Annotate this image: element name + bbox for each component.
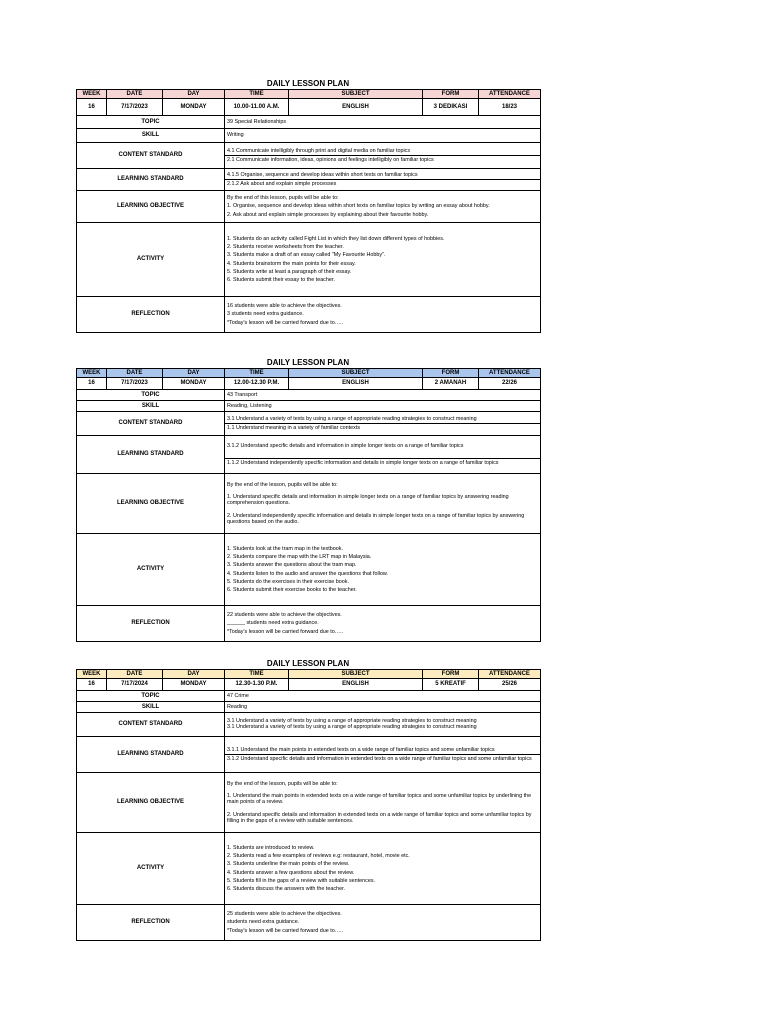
learning-standard-value: [225, 436, 541, 474]
text-line: 3. Students answer the questions about the tram map.: [227, 562, 357, 569]
learning-objective-value: [225, 474, 541, 534]
content-standard-value: [225, 143, 541, 169]
learning-standard-row: [77, 169, 541, 191]
learning-standard-label: LEARNING STANDARD: [77, 169, 225, 191]
learning-standard-label: LEARNING STANDARD: [77, 737, 225, 773]
subject-header: SUBJECT: [289, 90, 423, 99]
learning-objective-label: LEARNING OBJECTIVE: [77, 191, 225, 223]
text-line: 6. Students submit their essay to the teacher.: [227, 276, 335, 283]
date-header: DATE: [107, 369, 163, 378]
text-line: 1. Organise, sequence and develop ideas within short texts on familiar topics by writing an essay about hobby.: [227, 203, 490, 210]
date-header: DATE: [107, 90, 163, 99]
text-line: 3.1.2 Understand specific details and information in extended texts on a wide range of familiar topics and some unfamiliar topics: [227, 756, 532, 762]
text-line: 3.1 Understand a variety of texts by using a range of appropriate reading strategies to construct meaning: [227, 723, 477, 730]
reflection-row: [77, 905, 541, 941]
week-header: WEEK: [77, 369, 107, 378]
day-header: DAY: [163, 90, 225, 99]
topic-label: TOPIC: [77, 691, 225, 702]
content-standard-label: CONTENT STANDARD: [77, 713, 225, 737]
text-line: 2. Students receive worksheets from the teacher.: [227, 244, 344, 251]
plan-title: DAILY LESSON PLAN: [266, 79, 350, 88]
skill-value: Reading: [225, 702, 541, 713]
header-row: [77, 90, 541, 99]
header-row: [77, 369, 541, 378]
text-line: 1. Students are introduced to review.: [227, 844, 315, 851]
form-value: 3 DEDIKASI: [423, 99, 479, 116]
day-value: MONDAY: [163, 679, 225, 691]
date-value: 7/17/2023: [107, 378, 163, 390]
text-line: *Today's lesson will be carried forward due to…..: [227, 319, 344, 326]
time-value: 12.30-1.30 P.M.: [225, 679, 289, 691]
skill-value: Reading, Listening: [225, 401, 541, 412]
form-header: FORM: [423, 369, 479, 378]
topic-row: [77, 691, 541, 702]
content-standard-value: [225, 412, 541, 436]
text-line: By the end of this lesson, pupils will be able to:: [227, 195, 339, 202]
content-standard-row: [77, 713, 541, 737]
attendance-header: ATTENDANCE: [479, 90, 541, 99]
text-line: 3. Students make a draft of an essay called "My Favourite Hobby".: [227, 252, 386, 259]
text-line: 3.1.1 Understand the main points in extended texts on a wide range of familiar topics and some unfamiliar topics: [227, 746, 495, 753]
activity-value: [225, 833, 541, 905]
form-value: 2 AMANAH: [423, 378, 479, 390]
text-line: 5. Students fill in the gaps of a review with suitable sentences.: [227, 877, 376, 884]
date-header: DATE: [107, 670, 163, 679]
skill-row: [77, 702, 541, 713]
header-values-row: [77, 378, 541, 390]
text-line: 1. Understand specific details and information in simple longer texts on a range of familiar topics by answering reading comprehension questions.: [227, 494, 509, 507]
reflection-label: REFLECTION: [77, 297, 225, 333]
topic-label: TOPIC: [77, 390, 225, 401]
week-header: WEEK: [77, 90, 107, 99]
form-header: FORM: [423, 670, 479, 679]
time-header: TIME: [225, 90, 289, 99]
learning-standard-row: [77, 436, 541, 474]
text-line: 22 students were able to achieve the objectives.: [227, 612, 342, 619]
reflection-value: [225, 606, 541, 642]
text-line: 2.1.2 Ask about and explain simple processes: [227, 181, 337, 187]
activity-label: ACTIVITY: [77, 223, 225, 297]
time-header: TIME: [225, 670, 289, 679]
subject-value: ENGLISH: [289, 679, 423, 691]
reflection-row: [77, 297, 541, 333]
content-standard-row: [77, 412, 541, 436]
text-line: 4.1.5 Organise, sequence and develop ideas within short texts on familiar topics: [227, 171, 418, 178]
text-line: *Today's lesson will be carried forward due to…..: [227, 628, 344, 635]
text-line: 16 students were able to achieve the objectives.: [227, 303, 342, 310]
day-value: MONDAY: [163, 99, 225, 116]
content-standard-label: CONTENT STANDARD: [77, 143, 225, 169]
header-row: [77, 670, 541, 679]
text-line: 3.1 Understand a variety of texts by using a range of appropriate reading strategies to construct meaning: [227, 415, 477, 422]
learning-objective-label: LEARNING OBJECTIVE: [77, 474, 225, 534]
week-value: 16: [77, 99, 107, 116]
text-line: By the end of the lesson, pupils will be able to:: [227, 780, 338, 787]
text-line: 1.1.2 Understand independently specific information and details in simple longer texts on a range of familiar topics: [227, 460, 499, 466]
learning-standard-row: [77, 737, 541, 773]
topic-row: [77, 116, 541, 129]
reflection-label: REFLECTION: [77, 606, 225, 642]
reflection-value: [225, 905, 541, 941]
activity-value: [225, 534, 541, 606]
content-standard-value: [225, 713, 541, 737]
skill-value: Writing: [225, 129, 541, 143]
skill-label: SKILL: [77, 129, 225, 143]
day-value: MONDAY: [163, 378, 225, 390]
activity-label: ACTIVITY: [77, 534, 225, 606]
topic-value: 39 Special Relationships: [225, 116, 541, 129]
text-line: 25 students were able to achieve the objectives.: [227, 911, 342, 918]
text-line: 3 students need extra guidance.: [227, 311, 304, 318]
text-line: 4. Students listen to the audio and answer the questions that follow.: [227, 570, 388, 577]
learning-objective-value: [225, 191, 541, 223]
time-value: 10.00-11.00 A.M.: [225, 99, 289, 116]
subject-header: SUBJECT: [289, 369, 423, 378]
skill-row: [77, 401, 541, 412]
text-line: 2. Understand specific details and information in extended texts on a wide range of familiar topics and some unfamiliar topics by filling in the gaps of a review with suitable sentences.: [227, 811, 532, 824]
topic-label: TOPIC: [77, 116, 225, 129]
text-line: 5. Students do the exercises in their exercise book.: [227, 578, 349, 585]
time-header: TIME: [225, 369, 289, 378]
text-line: 4. Students answer a few questions about the review.: [227, 869, 355, 876]
activity-row: [77, 534, 541, 606]
activity-row: [77, 223, 541, 297]
learning-standard-label: LEARNING STANDARD: [77, 436, 225, 474]
day-header: DAY: [163, 369, 225, 378]
text-line: By the end of the lesson, pupils will be able to:: [227, 481, 338, 488]
text-line: 2. Understand independently specific information and details in simple longer texts on a range of familiar topics by answering questions based on the audio.: [227, 512, 525, 525]
learning-objective-row: [77, 191, 541, 223]
text-line: ______ students need extra guidance.: [227, 620, 319, 627]
header-values-row: [77, 99, 541, 116]
text-line: 1.1 Understand meaning in a variety of familiar contexts: [227, 425, 361, 431]
attendance-header: ATTENDANCE: [479, 369, 541, 378]
text-line: 3.1 Understand a variety of texts by using a range of appropriate reading strategies to construct meaning: [227, 718, 477, 725]
form-value: 5 KREATIF: [423, 679, 479, 691]
topic-value: 43 Transport: [225, 390, 541, 401]
day-header: DAY: [163, 670, 225, 679]
text-line: 2. Ask about and explain simple processes by explaining about their favourite hobby.: [227, 211, 429, 218]
text-line: 1. Understand the main points in extended texts on a wide range of familiar topics and some unfamiliar topics by underlining the main points of a review.: [227, 793, 532, 806]
text-line: 4.1 Communicate intelligibly through print and digital media on familiar topics: [227, 147, 411, 154]
subject-value: ENGLISH: [289, 378, 423, 390]
lesson-plan-table: [76, 89, 541, 333]
attendance-value: 25/26: [479, 679, 541, 691]
text-line: 2. Students compare the map with the LRT map in Malaysia.: [227, 554, 372, 561]
week-value: 16: [77, 679, 107, 691]
reflection-label: REFLECTION: [77, 905, 225, 941]
reflection-row: [77, 606, 541, 642]
activity-label: ACTIVITY: [77, 833, 225, 905]
form-header: FORM: [423, 90, 479, 99]
plan-title: DAILY LESSON PLAN: [266, 659, 350, 668]
skill-label: SKILL: [77, 401, 225, 412]
text-line: 5. Students write at least a paragraph of their essay.: [227, 268, 352, 275]
lesson-plan-3: [76, 658, 540, 941]
learning-objective-label: LEARNING OBJECTIVE: [77, 773, 225, 833]
week-header: WEEK: [77, 670, 107, 679]
text-line: 3. Students underline the main points of the review.: [227, 861, 350, 868]
subject-header: SUBJECT: [289, 670, 423, 679]
date-value: 7/17/2024: [107, 679, 163, 691]
text-line: 1. Students look at the tram map in the textbook.: [227, 545, 343, 552]
lesson-plan-2: [76, 357, 540, 642]
lesson-plan-table: [76, 669, 541, 941]
skill-label: SKILL: [77, 702, 225, 713]
attendance-value: 22/26: [479, 378, 541, 390]
learning-standard-value: [225, 169, 541, 191]
learning-standard-value: [225, 737, 541, 773]
week-value: 16: [77, 378, 107, 390]
text-line: 2. Students read a few examples of reviews e.g: restaurant, hotel, movie etc.: [227, 853, 410, 860]
subject-value: ENGLISH: [289, 99, 423, 116]
topic-value: 47 Crime: [225, 691, 541, 702]
text-line: 1. Students do an activity called Fight List in which they list down different types of hobbies.: [227, 235, 445, 242]
attendance-value: 18/23: [479, 99, 541, 116]
lesson-plan-1: [76, 78, 540, 333]
skill-row: [77, 129, 541, 143]
text-line: students need extra guidance.: [227, 919, 300, 926]
learning-objective-value: [225, 773, 541, 833]
learning-objective-row: [77, 773, 541, 833]
time-value: 12.00-12.30 P.M.: [225, 378, 289, 390]
reflection-value: [225, 297, 541, 333]
text-line: 6. Students discuss the answers with the teacher.: [227, 885, 346, 892]
lesson-plan-table: [76, 368, 541, 642]
activity-row: [77, 833, 541, 905]
topic-row: [77, 390, 541, 401]
content-standard-label: CONTENT STANDARD: [77, 412, 225, 436]
learning-objective-row: [77, 474, 541, 534]
text-line: 2.1 Communicate information, ideas, opinions and feelings intelligibly on familiar topics: [227, 157, 434, 163]
text-line: 3.1.2 Understand specific details and information in simple longer texts on a range of familiar topics: [227, 442, 464, 449]
attendance-header: ATTENDANCE: [479, 670, 541, 679]
header-values-row: [77, 679, 541, 691]
activity-value: [225, 223, 541, 297]
content-standard-row: [77, 143, 541, 169]
text-line: 6. Students submit their exercise books to the teacher.: [227, 586, 357, 593]
plan-title: DAILY LESSON PLAN: [266, 358, 350, 367]
text-line: *Today's lesson will be carried forward due to…..: [227, 927, 344, 934]
date-value: 7/17/2023: [107, 99, 163, 116]
text-line: 4. Students brainstorm the main points for their essay.: [227, 260, 356, 267]
